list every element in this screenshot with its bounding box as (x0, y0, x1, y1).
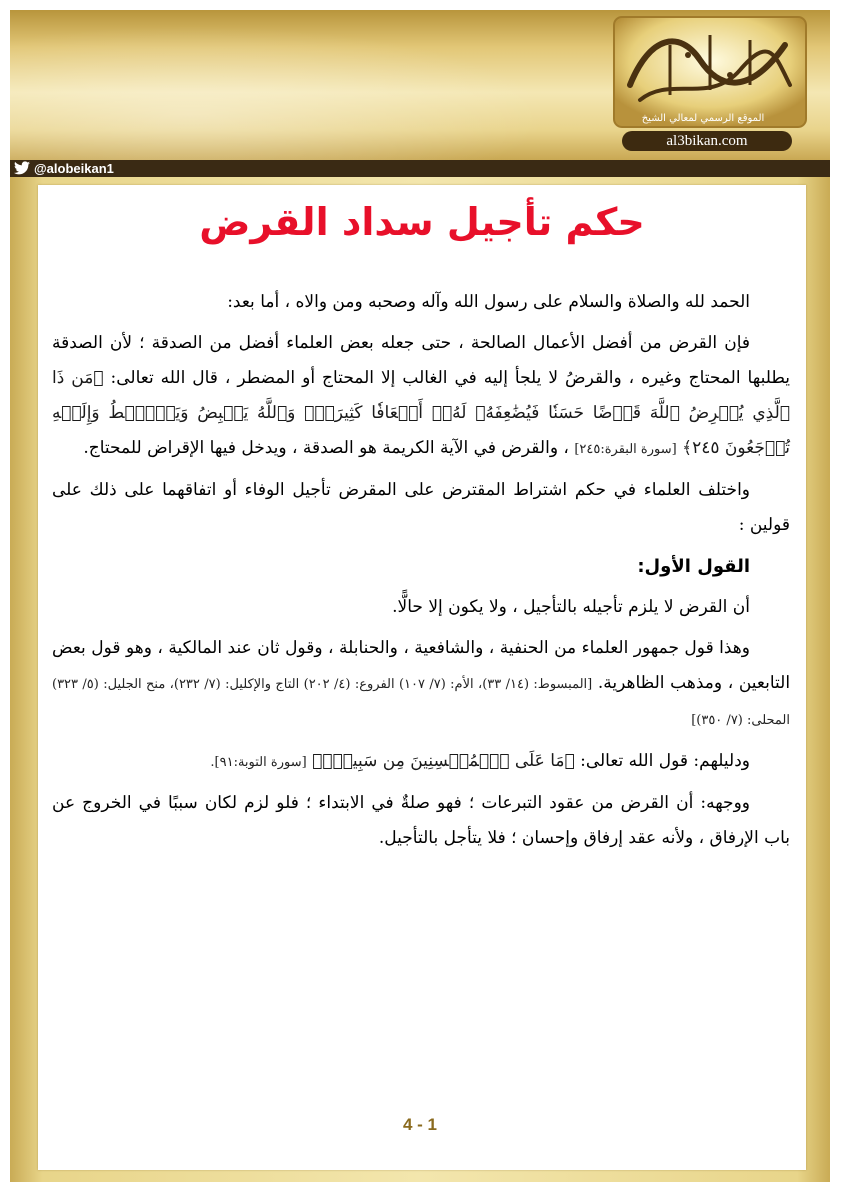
gold-frame (10, 10, 830, 1182)
intro-paragraph: الحمد لله والصلاة والسلام على رسول الله وآله وصحبه ومن والاه ، أما بعد: (227, 292, 750, 312)
document-page (38, 185, 806, 1170)
logo-subtitle: الموقع الرسمي لمعالي الشيخ (641, 113, 765, 124)
reference-fiqh-books: [المبسوط: (١٤/ ٣٣)، الأم: (٧/ ١٠٧) الفروع: (٤/ ٢٠٢) التاج والإكليل: (٧/ ٢٣٢)، منح الجليل: (٥/ ٣٢٣) المحلى: (٧/ ٣٥٠)] (52, 677, 790, 728)
page-number: 4 - 1 (402, 1115, 438, 1134)
evidence-paragraph (52, 744, 790, 780)
majority-opinion-text: وهذا قول جمهور العلماء من الحنفية ، والشافعية ، والحنابلة ، وقول ثان عند المالكية ، وهو قول بعض التابعين ، ومذهب الظاهرية. (52, 638, 791, 693)
first-opinion-heading: القول الأول: (637, 556, 750, 577)
twitter-handle[interactable]: @alobeikan1 (34, 161, 114, 176)
quran-verse-tawbah: ﴿مَا عَلَى ٱلۡمُحۡسِنِينَ مِن سَبِيلٖۚ﴾ (312, 751, 575, 771)
document-body (52, 285, 790, 862)
majority-opinion-paragraph (52, 631, 790, 738)
reference-baqarah: [سورة البقرة:٢٤٥] (574, 442, 677, 457)
twitter-bar (10, 160, 830, 177)
reasoning-paragraph: ووجهه: أن القرض من عقود التبرعات ؛ فهو صلةٌ في الابتداء ؛ فلو لزم لكان سببًا في الخروج عن باب الإرفاق ، ولأنه عقد إرفاق وإحسان ؛ فلا يتأجل بالتأجيل. (52, 793, 790, 848)
site-url[interactable]: al3bikan.com (622, 131, 792, 151)
loan-virtue-text: فإن القرض من أفضل الأعمال الصالحة ، حتى جعله بعض العلماء أفضل من الصدقة ؛ لأن الصدقة يطلبها المحتاج وغيره ، والقرضُ لا يلجأ إليه في الغالب إلا المحتاج أو المضطر ، قال الله تعالى: (52, 333, 791, 388)
twitter-bird-icon (14, 161, 30, 175)
reference-tawbah: [سورة التوبة:٩١]. (210, 755, 307, 770)
page-title: حكم تأجيل سداد القرض (199, 200, 645, 244)
loan-virtue-text-end: ، والقرض في الآية الكريمة هو الصدقة ، ويدخل فيها الإقراض للمحتاج. (83, 438, 569, 458)
header-decoration (10, 10, 610, 160)
site-logo[interactable] (610, 15, 810, 155)
quran-verse-baqarah: ﴿مَن ذَا ٱلَّذِي يُقۡرِضُ ٱللَّهَ قَرۡضًا حَسَنٗا فَيُضَٰعِفَهُۥ لَهُۥٓ أَضۡعَافٗا كَثِيرَةٗۚ وَٱللَّهُ يَقۡبِضُ وَيَبۡصُۜطُ وَإِلَيۡهِ تُرۡجَعُونَ ٢٤٥﴾ (52, 368, 790, 458)
site-header (10, 10, 830, 160)
evidence-text: ودليلهم: قول الله تعالى: (580, 751, 750, 771)
loan-virtue-paragraph (52, 326, 790, 467)
scholars-disagreement-paragraph: واختلف العلماء في حكم اشتراط المقترض على المقرض تأجيل الوفاء أو اتفاقهما على ذلك على قولين : (52, 480, 790, 535)
first-opinion-statement: أن القرض لا يلزم تأجيله بالتأجيل ، ولا يكون إلا حالًّا. (392, 597, 750, 617)
